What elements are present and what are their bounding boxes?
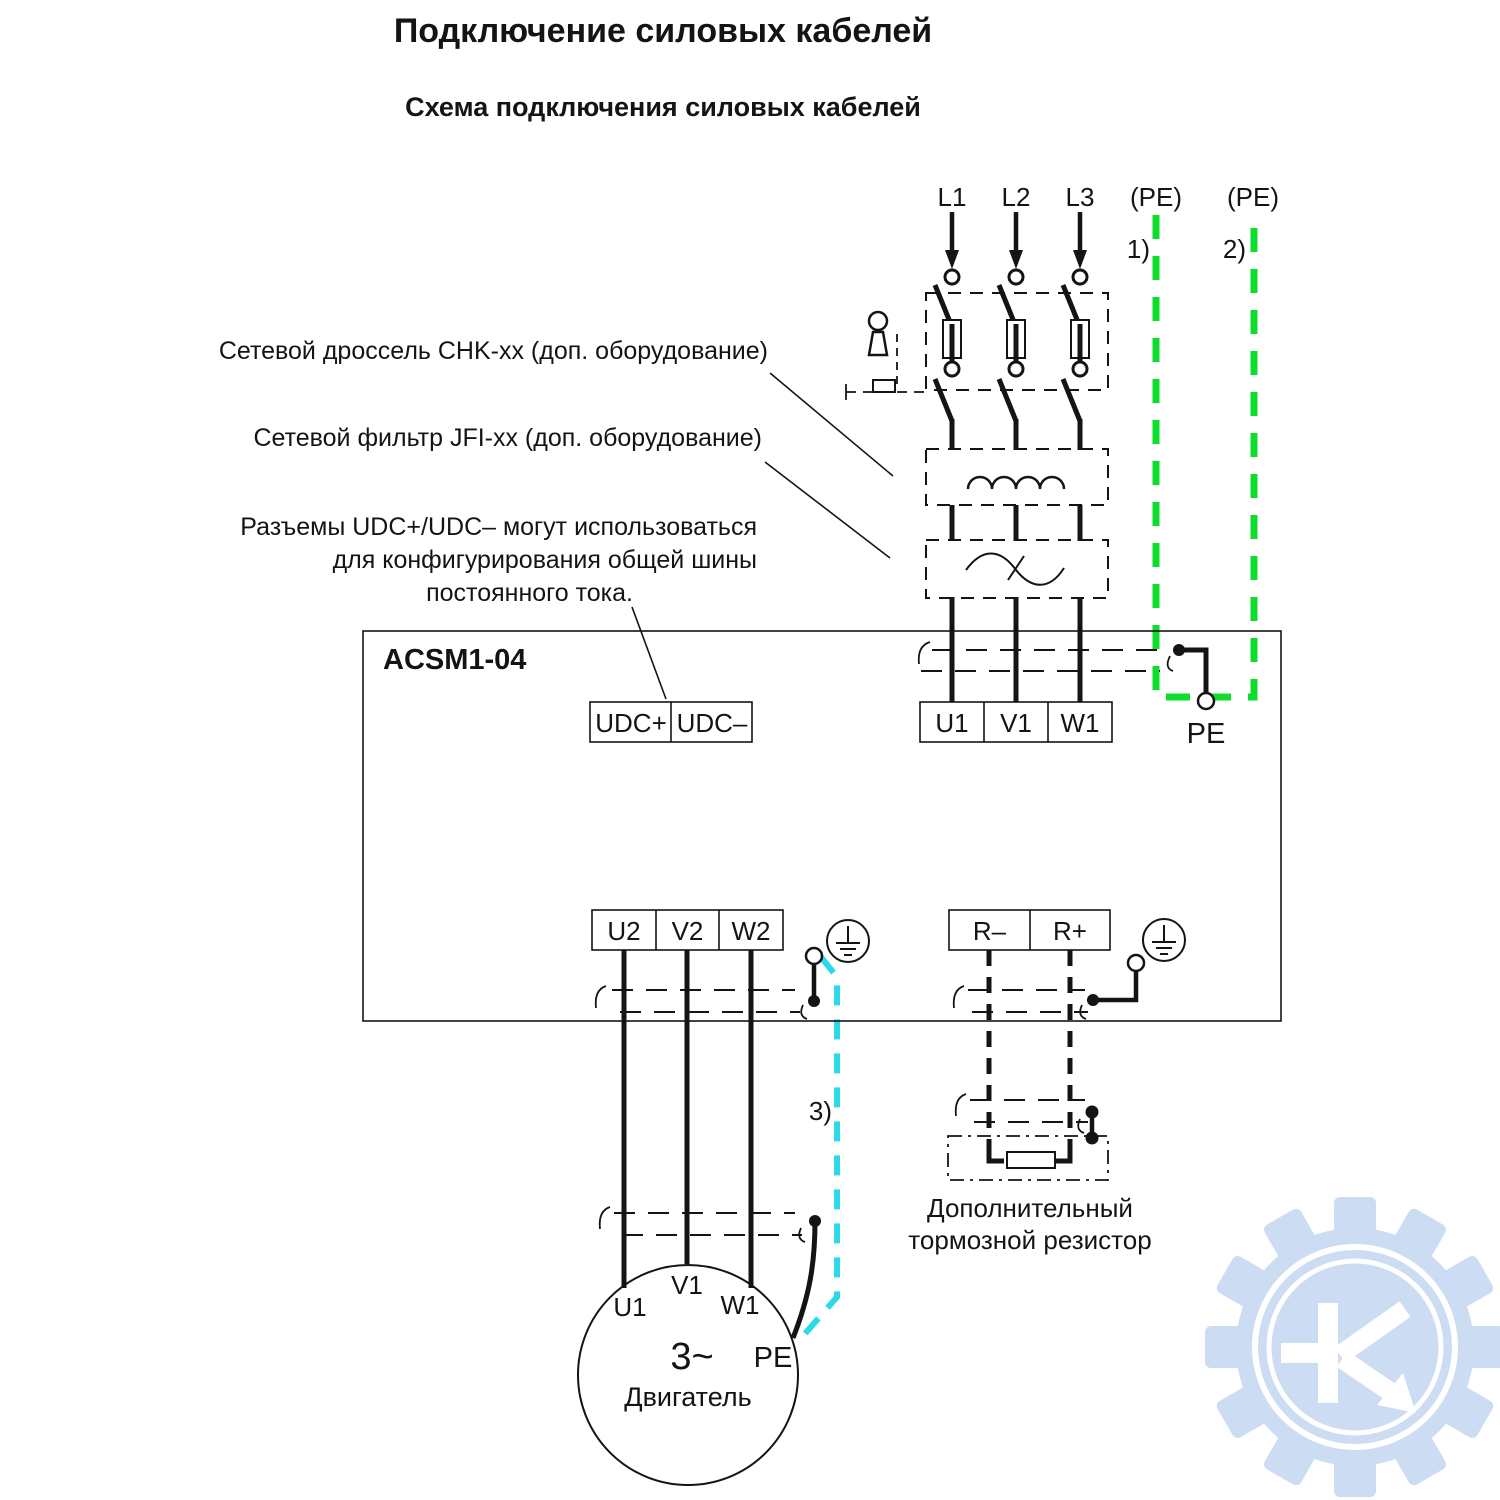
terminal-r-minus: R– [972,916,1007,946]
udc-annotation-line1: Разъемы UDC+/UDC– могут использоваться [240,513,757,541]
protective-earth-icon-output [827,920,869,962]
terminal-w2: W2 [731,916,771,946]
supply-label-pe-right: (PE) [1227,182,1279,212]
footnote-2: 2) [1222,234,1246,264]
terminal-u1: U1 [935,708,969,738]
diagram-linework [363,212,1281,1485]
choke-coil-icon [968,477,1064,489]
choke-annotation: Сетевой дроссель CHK-xx (доп. оборудование) [218,337,768,365]
output-ground-pigtail [806,948,822,1007]
line-choke-box [926,449,1108,505]
supply-phase-l3-symbol [1063,212,1089,703]
motor-terminal-w1: W1 [720,1290,760,1320]
motor-pe-label: PE [753,1342,793,1374]
terminal-r-plus: R+ [1053,916,1087,946]
protective-earth-icon-brake [1143,919,1185,961]
supply-phase-l2-symbol [999,212,1025,703]
terminal-u2: U2 [607,916,641,946]
switch-operator-icon [846,312,926,400]
brake-resistor-wires [989,950,1070,1161]
line-filter-box [926,540,1108,598]
brake-resistor-label-line1: Дополнительный [927,1193,1133,1223]
motor-terminal-v1: V1 [671,1270,703,1300]
motor-terminal-u1: U1 [613,1292,647,1322]
supply-label-pe-left: (PE) [1130,182,1182,212]
pe-terminal-circle [1198,693,1214,709]
motor-cable-wires [624,950,751,1288]
output-shield-lines [596,986,807,1019]
terminal-v2: V2 [671,916,704,946]
page-title: Подключение силовых кабелей [393,12,933,50]
brake-resistor-label-line2: тормозной резистор [908,1225,1152,1255]
footnote-1: 1) [1126,234,1150,264]
udc-annotation-line3: постоянного тока. [426,579,633,607]
filter-annotation: Сетевой фильтр JFI-xx (доп. оборудование) [253,424,762,452]
terminal-w1: W1 [1060,708,1100,738]
motor-phase-symbol: 3~ [670,1336,714,1378]
resistor-icon [1007,1152,1055,1168]
drive-pe-label: PE [1186,718,1226,750]
watermark-gear-icon [1205,1197,1500,1497]
filter-sine-icon [966,554,1064,585]
brake-shield-bond [1086,1106,1099,1145]
filter-leader-line [765,462,890,558]
pe-conductor-green-dashed [1156,215,1254,697]
supply-label-l3: L3 [1065,182,1095,212]
terminal-udc-minus: UDC– [676,708,748,738]
motor-name-label: Двигатель [624,1382,752,1412]
terminal-v1: V1 [1000,708,1032,738]
brake-ground-pigtail [1087,955,1144,1006]
terminal-udc-plus: UDC+ [595,708,667,738]
udc-annotation-line2: для конфигурирования общей шины [332,546,757,574]
supply-phase-l1-symbol [935,212,961,703]
input-shield-lines [919,642,1173,671]
supply-label-l2: L2 [1001,182,1031,212]
udc-leader-line [632,607,666,699]
motor-shield-lines [600,1207,805,1242]
footnote-3: 3) [808,1096,832,1126]
drive-model-label: ACSM1-04 [383,644,527,676]
page-subtitle: Схема подключения силовых кабелей [405,92,921,122]
supply-label-l1: L1 [937,182,967,212]
